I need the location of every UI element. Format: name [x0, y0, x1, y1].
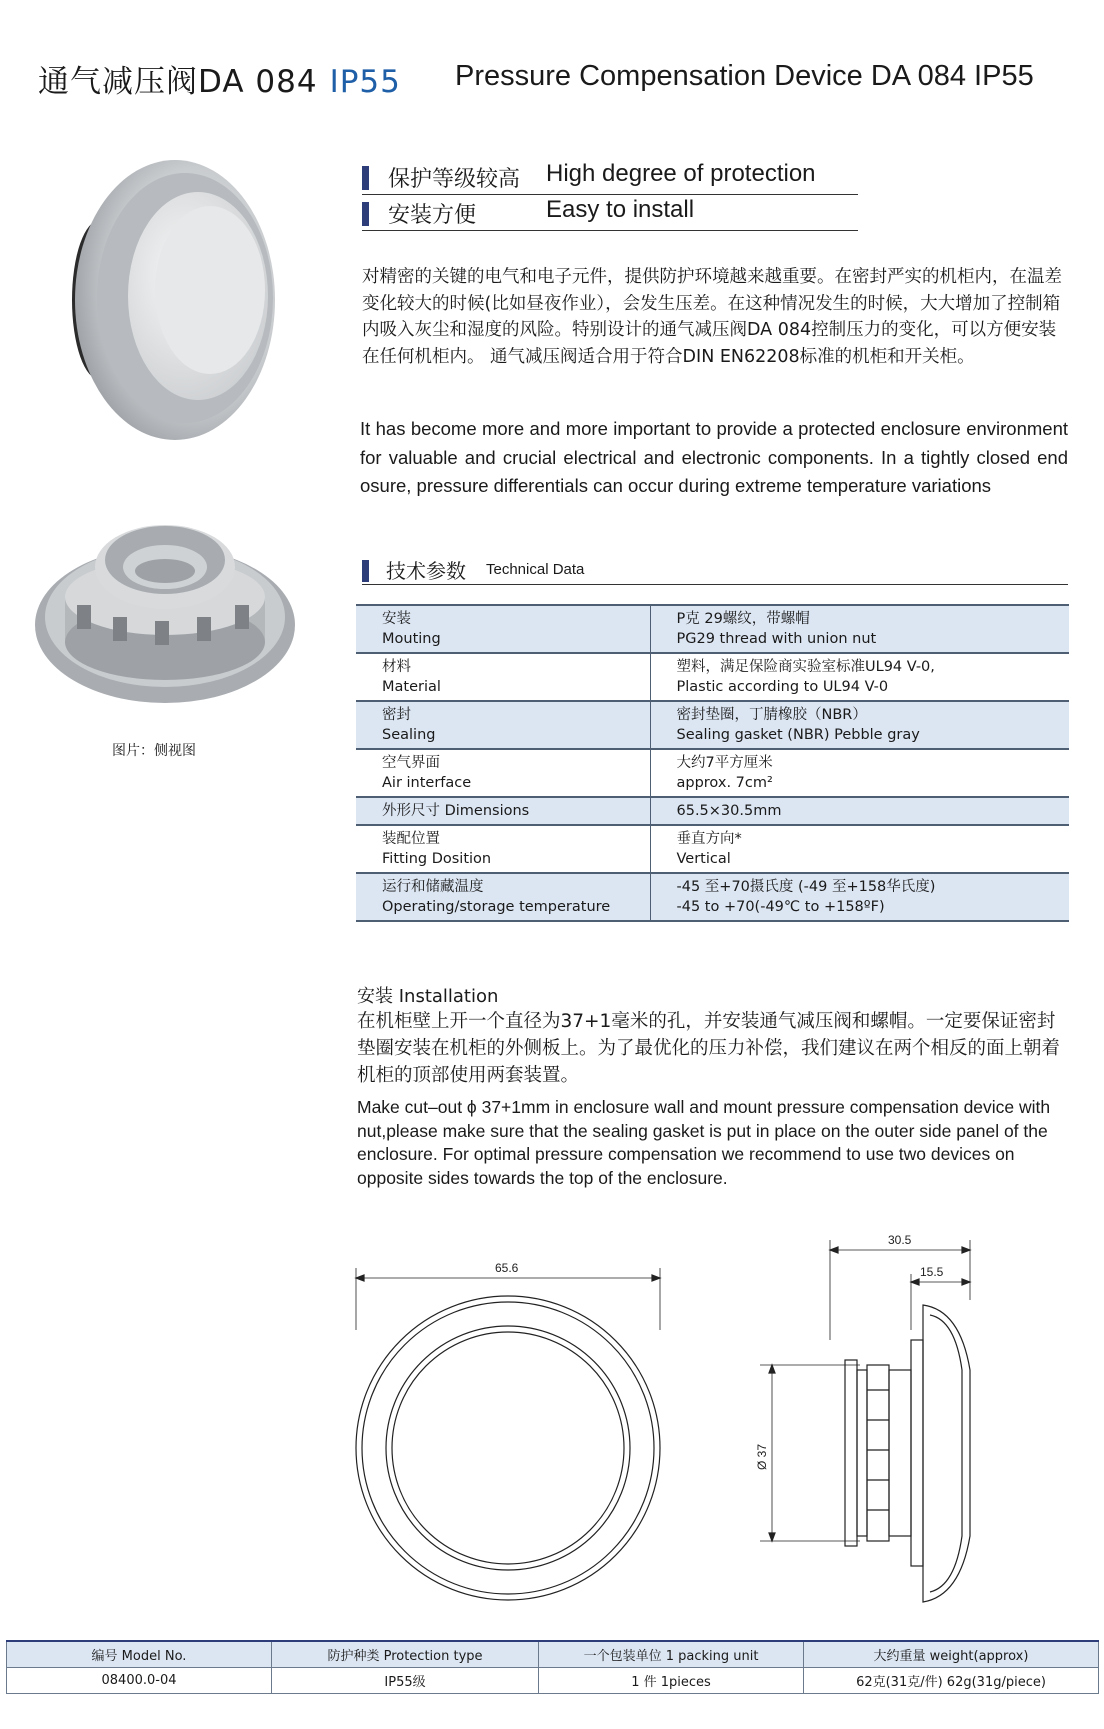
cell-weight: 62克(31克/件) 62g(31g/piece)	[804, 1668, 1099, 1694]
feature-cn: 安装方便	[388, 203, 477, 228]
title-cn-text: 通气减压阀DA 084	[38, 64, 318, 100]
spec-row	[356, 825, 1069, 873]
header-cell: 大约重量 weight(approx)	[804, 1641, 1099, 1668]
product-front-image	[60, 150, 290, 450]
intro-paragraph-en: It has become more and more important to provide a protected enclosure environment for valuable and crucial electrical and electronic components. In a tightly closed end osure, pressure differentials can occur during extreme temperature variations	[360, 418, 1068, 496]
spec-key: 空气界面 Air interface	[356, 749, 650, 797]
spec-value: -45 至+70摄氏度 (-49 至+158华氏度) -45 to +70(-49℃ to +158ºF)	[650, 873, 1069, 921]
heading-bar-marker	[362, 560, 369, 582]
spec-key: 安装 Mouting	[356, 605, 650, 653]
cell-protection: IP55级	[272, 1668, 539, 1694]
feature-bar-marker	[362, 166, 369, 190]
feature-protection	[362, 158, 858, 195]
spec-key: 材料 Material	[356, 653, 650, 701]
dim-diameter: Ø 37	[755, 1443, 769, 1470]
dim-front-width: 65.6	[495, 1261, 519, 1275]
spec-row	[356, 873, 1069, 921]
installation-heading: 安装 Installation	[357, 986, 499, 1007]
spec-row	[356, 653, 1069, 701]
spec-key: 运行和储藏温度 Operating/storage temperature	[356, 873, 650, 921]
dim-side-total: 30.5	[888, 1233, 912, 1247]
feature-install	[362, 194, 858, 231]
spec-row	[356, 797, 1069, 825]
spec-key: 外形尺寸 Dimensions	[356, 797, 650, 825]
feature-bar-marker	[362, 202, 369, 226]
side-view-drawing	[760, 1240, 970, 1602]
product-side-image	[25, 505, 305, 725]
spec-table	[356, 604, 1069, 922]
spec-value: 大约7平方厘米 approx. 7cm²	[650, 749, 1069, 797]
feature-en: High degree of protection	[546, 160, 816, 187]
image-caption: 图片：侧视图	[112, 743, 196, 759]
spec-value: 65.5×30.5mm	[650, 797, 1069, 825]
tech-heading-en: Technical Data	[486, 561, 585, 578]
order-table	[6, 1640, 1099, 1694]
spec-key: 装配位置 Fitting Dosition	[356, 825, 650, 873]
header-cell: 编号 Model No.	[7, 1641, 272, 1668]
order-table-header	[7, 1641, 1099, 1668]
header-cell: 防护种类 Protection type	[272, 1641, 539, 1668]
installation-text-cn: 在机柜壁上开一个直径为37+1毫米的孔，并安装通气减压阀和螺帽。一定要保证密封垫圈安装在机柜的外侧板上。为了最优化的压力补偿，我们建议在两个相反的面上朝着机柜的顶部使用两套装置。	[357, 1011, 1061, 1086]
technical-drawing	[330, 1220, 1090, 1620]
order-table-row	[7, 1668, 1099, 1694]
spec-row	[356, 701, 1069, 749]
feature-cn: 保护等级较高	[388, 167, 521, 192]
spec-value: 垂直方向* Vertical	[650, 825, 1069, 873]
cell-packing: 1 件 1pieces	[539, 1668, 804, 1694]
tech-heading-cn: 技术参数	[386, 559, 466, 583]
title-ip-rating: IP55	[329, 64, 401, 100]
header-cell: 一个包装单位 1 packing unit	[539, 1641, 804, 1668]
front-view-drawing	[356, 1268, 660, 1600]
page-title-en: Pressure Compensation Device DA 084 IP55	[455, 60, 1034, 92]
page-title-cn	[38, 56, 401, 101]
installation-text-en: Make cut–out ϕ 37+1mm in enclosure wall and mount pressure compensation device with nut,please make sure that the sealing gasket is put in place on the outer side panel of the enclosure. For optimal pressure compensation we recommend to use two devices on opposite sides towards the top of the enclosure.	[357, 1097, 1051, 1188]
dim-side-part: 15.5	[920, 1265, 944, 1279]
spec-value: 塑料，满足保险商实验室标准UL94 V-0, Plastic according to UL94 V-0	[650, 653, 1069, 701]
spec-value: 密封垫圈，丁腈橡胶（NBR） Sealing gasket (NBR) Pebble gray	[650, 701, 1069, 749]
feature-en: Easy to install	[546, 196, 695, 223]
spec-value: P克 29螺纹，带螺帽 PG29 thread with union nut	[650, 605, 1069, 653]
spec-key: 密封 Sealing	[356, 701, 650, 749]
spec-row	[356, 749, 1069, 797]
spec-row	[356, 605, 1069, 653]
technical-data-heading	[362, 550, 1068, 585]
cell-model-no: 08400.0-04	[7, 1668, 272, 1694]
intro-paragraph-cn: 对精密的关键的电气和电子元件，提供防护环境越来越重要。在密封严实的机柜内，在温差变化较大的时候(比如昼夜作业），会发生压差。在这种情况发生的时候，大大增加了控制箱内吸入灰尘和湿度的风险。特别设计的通气减压阀DA 084控制压力的变化，可以方便安装在任何机柜内。 通气减压阀适合用于符合DIN EN62208标准的机柜和开关柜。	[362, 267, 1062, 367]
